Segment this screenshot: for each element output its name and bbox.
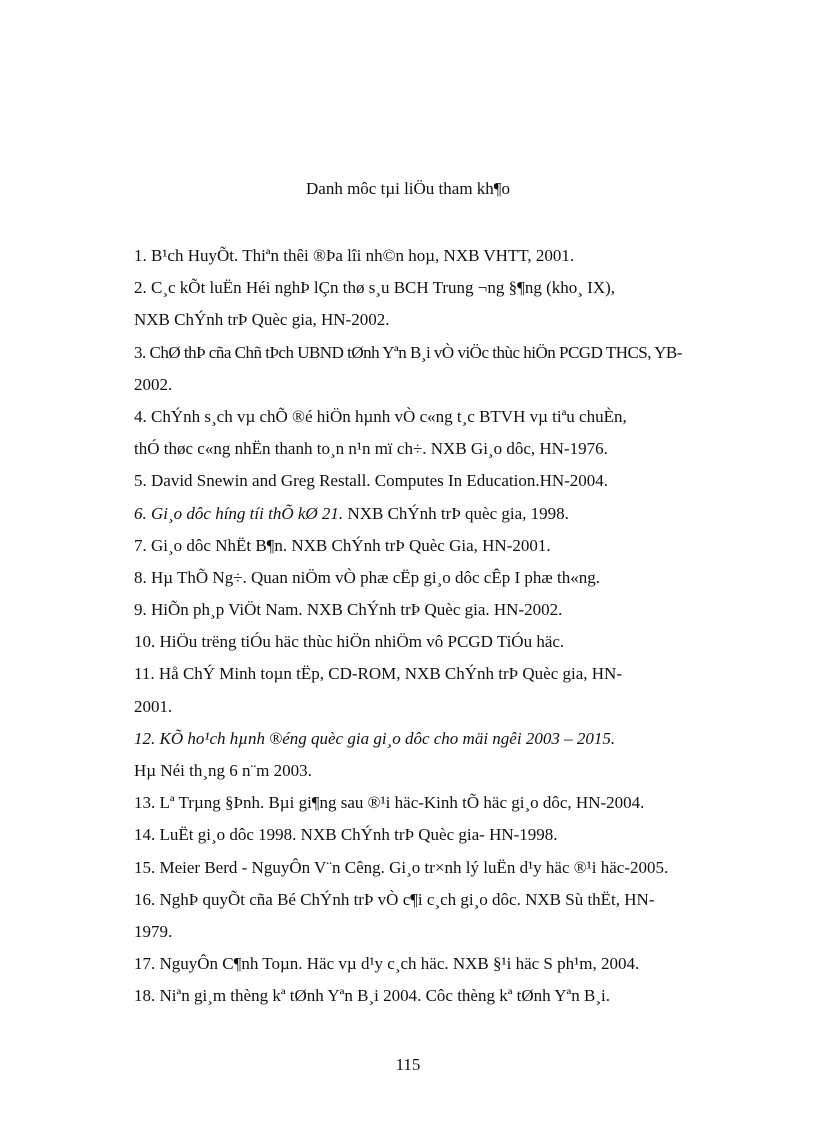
reference-text: 14. LuËt gi¸o dôc 1998. NXB ChÝnh trÞ Quèc gia- HN-1998. [134,825,558,845]
page-number: 115 [395,1055,421,1074]
reference-text: 3. ChØ thÞ cña Chñ tÞch UBND tØnh Yªn B¸i vÒ viÖc thùc hiÖn PCGD THCS, YB- [134,342,682,362]
reference-text: 5. David Snewin and Greg Restall. Computes In Education.HN-2004. [134,471,609,491]
reference-line [134,980,704,1012]
reference-text: 4. ChÝnh s¸ch vµ chÕ ®é hiÖn hµnh vÒ c«ng t¸c BTVH vµ tiªu chuÈn, [134,406,627,426]
reference-line [134,304,704,336]
reference-line [134,658,704,690]
reference-text: 17. NguyÔn C¶nh Toµn. Häc vµ d¹y c¸ch häc. NXB §¹i häc S ph¹m, 2004. [134,954,640,974]
reference-text: 2002. [134,374,173,394]
reference-text: 9. HiÕn ph¸p ViÖt Nam. NXB ChÝnh trÞ Quèc gia. HN-2002. [134,600,563,620]
reference-line [134,530,704,562]
reference-text: NXB ChÝnh trÞ Quèc gia, HN-2002. [134,310,390,330]
reference-text: 7. Gi¸o dôc NhËt B¶n. NXB ChÝnh trÞ Quèc Gia, HN-2001. [134,535,551,555]
reference-text: 10. HiÖu trëng tiÓu häc thùc hiÖn nhiÖm vô PCGD TiÓu häc. [134,632,565,652]
reference-text: thÓ thøc c«ng nhËn thanh to¸n n¹n mï ch÷. NXB Gi¸o dôc, HN-1976. [134,439,608,459]
reference-text: 1. B¹ch HuyÕt. Thiªn thêi ®Þa lîi nh©n hoµ, NXB VHTT, 2001. [134,246,575,265]
reference-text: 15. Meier Berd - NguyÔn V¨n Cêng. Gi¸o tr×nh lý luËn d¹y häc ®¹i häc-2005. [134,857,669,877]
reference-text: 11. Hå ChÝ Minh toµn tËp, CD-ROM, NXB ChÝnh trÞ Quèc gia, HN- [134,664,622,684]
reference-text: 18. Niªn gi¸m thèng kª tØnh Yªn B¸i 2004. Côc thèng kª tØnh Yªn B¸i. [134,986,610,1006]
reference-line [134,787,704,819]
reference-text: NXB ChÝnh trÞ quèc gia, 1998. [343,503,569,523]
page-title: Danh môc tµi liÖu tham kh¶o [306,179,510,198]
reference-text: 16. NghÞ quyÕt cña Bé ChÝnh trÞ vÒ c¶i c¸ch gi¸o dôc. NXB Sù thËt, HN- [134,889,655,909]
reference-italic-title: 12. KÕ ho¹ch hµnh ®éng quèc gia gi¸o dôc cho mäi ngêi 2003 – 2015. [134,728,616,748]
reference-line [134,562,704,594]
reference-line [134,852,704,884]
reference-line [134,272,704,304]
reference-text: 13. Lª Trµng §Þnh. Bµi gi¶ng sau ®¹i häc-Kinh tÕ häc gi¸o dôc, HN-2004. [134,793,645,813]
reference-line [134,819,704,851]
reference-line [134,433,704,465]
reference-line [134,916,704,948]
reference-text: 8. Hµ ThÕ Ng÷. Quan niÖm vÒ phæ cËp gi¸o dôc cÊp I phæ th«ng. [134,567,600,587]
reference-line [134,691,704,723]
reference-line [134,337,704,369]
reference-line [134,723,704,755]
reference-text: 1979. [134,921,173,941]
reference-line [134,594,704,626]
reference-line [134,498,704,530]
reference-text: 2001. [134,696,173,716]
reference-text: Hµ Néi th¸ng 6 n¨m 2003. [134,761,312,780]
reference-list [134,240,704,1013]
reference-line [134,755,704,787]
reference-line [134,465,704,497]
reference-line [134,948,704,980]
reference-text: 2. C¸c kÕt luËn Héi nghÞ lÇn thø s¸u BCH Trung ¬ng §¶ng (kho¸ IX), [134,278,616,298]
reference-line [134,369,704,401]
reference-italic-title: 6. Gi¸o dôc híng tíi thÕ kØ 21. [134,503,344,523]
reference-line [134,626,704,658]
reference-line [134,884,704,916]
reference-line [134,401,704,433]
reference-line [134,240,704,272]
